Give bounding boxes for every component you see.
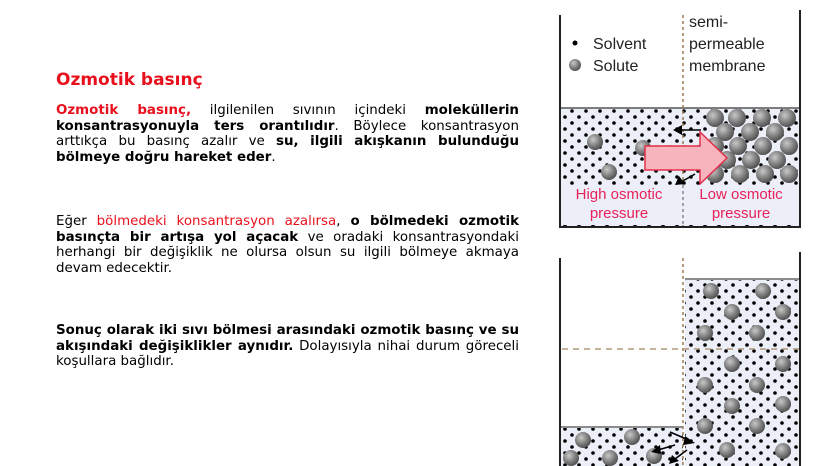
slide-title: Ozmotik basınç — [56, 70, 203, 90]
membrane-label-line1: semi- — [689, 14, 729, 31]
text: ilgilenilen sıvının içindeki — [191, 103, 425, 118]
text: . Böylece konsantrasyon arttıkça bu basınç azalır ve — [56, 118, 519, 149]
red-text: bölmedeki konsantrasyon azalırsa — [96, 214, 337, 229]
osmosis-figure — [555, 0, 815, 466]
bottom-diagram — [560, 252, 800, 466]
bold-text: moleküllerin konsantrasyonuyla ters orantılıdır — [56, 103, 519, 134]
text: Eğer — [56, 214, 97, 229]
paragraph-concentration-decrease — [56, 214, 519, 276]
term-highlight: Ozmotik basınç, — [56, 103, 192, 118]
text: Dolayısıyla nihai durum göreceli koşullara bağlıdır. — [56, 338, 519, 369]
left-label-line1: High osmotic — [575, 186, 663, 203]
paragraph-conclusion — [56, 323, 519, 370]
top-diagram — [559, 10, 801, 228]
right-label-line2: pressure — [711, 205, 771, 222]
legend-solvent: Solvent — [593, 36, 647, 53]
bold-text: Sonuç olarak iki sıvı bölmesi arasındaki ozmotik basınç ve su akışındaki değişiklikler aynıdır. — [56, 323, 519, 354]
text: . — [271, 149, 276, 165]
right-label-line1: Low osmotic — [699, 186, 783, 203]
text: , — [336, 214, 351, 229]
bold-text: o bölmedeki ozmotik basınçta bir artışa yol açacak — [56, 214, 519, 245]
membrane-label-line2: permeable — [689, 36, 765, 53]
legend-solute: Solute — [593, 58, 639, 75]
left-label-line2: pressure — [589, 205, 649, 222]
paragraph-osmotic-definition — [56, 103, 519, 165]
text: ve oradaki konsantrasyondaki herhangi bir değişiklik ne olursa olsun su ilgili bölmeye akmaya devam edecektir. — [56, 229, 519, 276]
membrane-label-line3: membrane — [689, 58, 766, 75]
bold-text: su, ilgili akışkanın bulunduğu bölmeye doğru hareket eder — [56, 134, 519, 165]
